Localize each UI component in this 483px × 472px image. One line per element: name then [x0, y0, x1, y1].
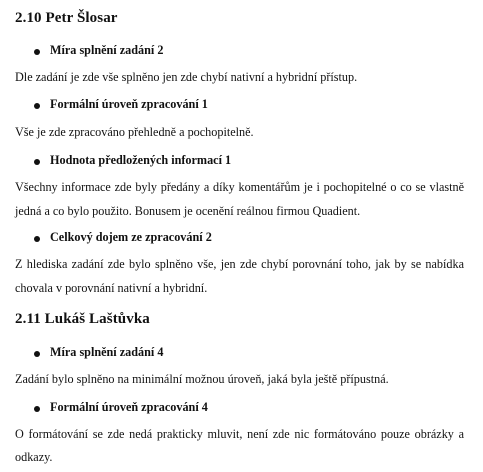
- bullet: [34, 236, 40, 242]
- criterion-text-line: O formátování se zde nedá prakticky mluvit, není zde nic formátováno pouze obrázky a: [15, 427, 464, 441]
- criterion-label: Formální úroveň zpracování 4: [50, 400, 208, 414]
- bullet: [34, 103, 40, 109]
- criterion-text-line: Zadání bylo splněno na minimální možnou úroveň, jaká byla ještě přípustná.: [15, 372, 389, 386]
- criterion-label: Hodnota předložených informací 1: [50, 153, 232, 167]
- criterion-text-line: Všechny informace zde byly předány a díky komentářům je i pochopitelné o co se vlastně: [15, 180, 464, 194]
- bullet: [34, 159, 40, 165]
- criterion-text-line: jedná a co bylo použito. Bonusem je ocenění reálnou firmou Quadient.: [15, 204, 361, 218]
- criterion-label: Celkový dojem ze zpracování 2: [50, 230, 212, 244]
- bullet: [34, 406, 40, 412]
- criterion-text-line: odkazy.: [15, 450, 53, 464]
- criterion-label: Formální úroveň zpracování 1: [50, 97, 208, 111]
- criterion-label: Míra splnění zadání 2: [50, 43, 164, 57]
- criterion-text-line: chovala v porovnání nativní a hybridní.: [15, 281, 208, 295]
- criterion-text-line: Dle zadání je zde vše splněno jen zde chybí nativní a hybridní přístup.: [15, 70, 358, 84]
- bullet: [34, 351, 40, 357]
- bullet: [34, 49, 40, 55]
- section-heading-petr-slosar: 2.10 Petr Šlosar: [15, 10, 118, 26]
- criterion-text-line: Z hlediska zadání zde bylo splněno vše, jen zde chybí porovnání toho, jak by se nabídka: [15, 257, 464, 271]
- criterion-text-line: Vše je zde zpracováno přehledně a pochopitelně.: [15, 125, 254, 139]
- criterion-label: Míra splnění zadání 4: [50, 345, 164, 359]
- section-heading-lukas-lastuvka: 2.11 Lukáš Laštůvka: [15, 311, 150, 327]
